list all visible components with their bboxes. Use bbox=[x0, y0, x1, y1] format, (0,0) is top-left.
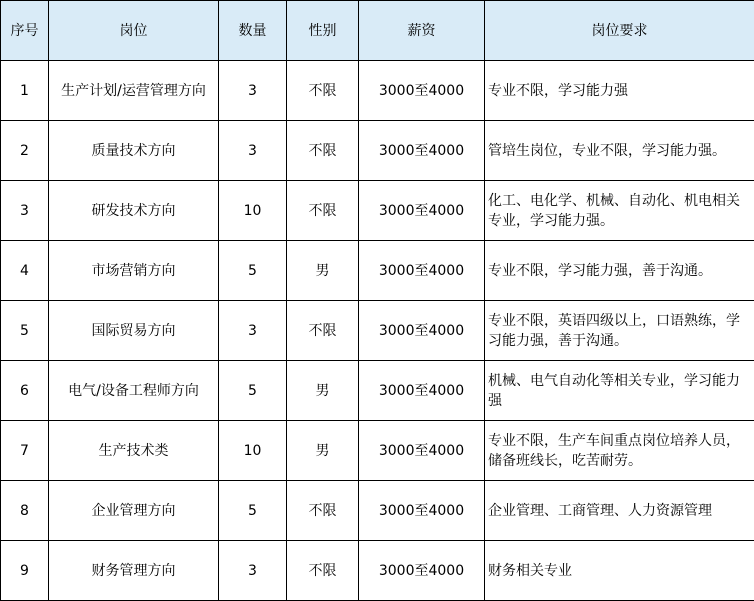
cell-index: 3 bbox=[1, 181, 49, 241]
cell-position: 市场营销方向 bbox=[49, 241, 219, 301]
cell-salary: 3000至4000 bbox=[359, 181, 485, 241]
cell-gender: 男 bbox=[287, 421, 359, 481]
table-row bbox=[1, 241, 754, 301]
cell-requirements: 专业不限，英语四级以上，口语熟练，学习能力强，善于沟通。 bbox=[485, 301, 754, 361]
cell-gender: 不限 bbox=[287, 301, 359, 361]
cell-position: 国际贸易方向 bbox=[49, 301, 219, 361]
cell-position: 研发技术方向 bbox=[49, 181, 219, 241]
cell-salary: 3000至4000 bbox=[359, 481, 485, 541]
cell-index: 5 bbox=[1, 301, 49, 361]
cell-requirements: 专业不限，学习能力强 bbox=[485, 61, 754, 121]
cell-requirements: 专业不限，生产车间重点岗位培养人员，储备班线长，吃苦耐劳。 bbox=[485, 421, 754, 481]
cell-quantity: 3 bbox=[219, 61, 287, 121]
cell-position: 生产计划/运营管理方向 bbox=[49, 61, 219, 121]
cell-gender: 不限 bbox=[287, 61, 359, 121]
cell-index: 2 bbox=[1, 121, 49, 181]
cell-requirements: 机械、电气自动化等相关专业，学习能力强 bbox=[485, 361, 754, 421]
cell-quantity: 5 bbox=[219, 481, 287, 541]
cell-position: 企业管理方向 bbox=[49, 481, 219, 541]
cell-quantity: 10 bbox=[219, 181, 287, 241]
cell-gender: 不限 bbox=[287, 541, 359, 601]
table-header-row bbox=[1, 1, 754, 61]
cell-requirements: 化工、电化学、机械、自动化、机电相关专业，学习能力强。 bbox=[485, 181, 754, 241]
table-row bbox=[1, 121, 754, 181]
cell-index: 4 bbox=[1, 241, 49, 301]
cell-requirements: 企业管理、工商管理、人力资源管理 bbox=[485, 481, 754, 541]
cell-quantity: 10 bbox=[219, 421, 287, 481]
table-row bbox=[1, 301, 754, 361]
cell-index: 8 bbox=[1, 481, 49, 541]
cell-salary: 3000至4000 bbox=[359, 301, 485, 361]
cell-gender: 男 bbox=[287, 241, 359, 301]
cell-salary: 3000至4000 bbox=[359, 241, 485, 301]
header-salary: 薪资 bbox=[359, 1, 485, 61]
cell-salary: 3000至4000 bbox=[359, 121, 485, 181]
cell-index: 1 bbox=[1, 61, 49, 121]
table-row bbox=[1, 181, 754, 241]
header-index: 序号 bbox=[1, 1, 49, 61]
cell-quantity: 5 bbox=[219, 241, 287, 301]
cell-index: 7 bbox=[1, 421, 49, 481]
cell-gender: 不限 bbox=[287, 181, 359, 241]
cell-salary: 3000至4000 bbox=[359, 421, 485, 481]
cell-position: 电气/设备工程师方向 bbox=[49, 361, 219, 421]
cell-quantity: 3 bbox=[219, 121, 287, 181]
table-row bbox=[1, 361, 754, 421]
cell-quantity: 3 bbox=[219, 301, 287, 361]
cell-gender: 男 bbox=[287, 361, 359, 421]
header-gender: 性别 bbox=[287, 1, 359, 61]
table-row bbox=[1, 61, 754, 121]
cell-requirements: 财务相关专业 bbox=[485, 541, 754, 601]
cell-gender: 不限 bbox=[287, 121, 359, 181]
cell-index: 6 bbox=[1, 361, 49, 421]
cell-salary: 3000至4000 bbox=[359, 541, 485, 601]
cell-salary: 3000至4000 bbox=[359, 61, 485, 121]
cell-quantity: 5 bbox=[219, 361, 287, 421]
cell-index: 9 bbox=[1, 541, 49, 601]
header-quantity: 数量 bbox=[219, 1, 287, 61]
table-row bbox=[1, 541, 754, 601]
header-requirements: 岗位要求 bbox=[485, 1, 754, 61]
header-position: 岗位 bbox=[49, 1, 219, 61]
cell-position: 生产技术类 bbox=[49, 421, 219, 481]
cell-requirements: 管培生岗位，专业不限，学习能力强。 bbox=[485, 121, 754, 181]
cell-gender: 不限 bbox=[287, 481, 359, 541]
cell-salary: 3000至4000 bbox=[359, 361, 485, 421]
cell-position: 财务管理方向 bbox=[49, 541, 219, 601]
cell-position: 质量技术方向 bbox=[49, 121, 219, 181]
table-row bbox=[1, 481, 754, 541]
cell-quantity: 3 bbox=[219, 541, 287, 601]
cell-requirements: 专业不限，学习能力强，善于沟通。 bbox=[485, 241, 754, 301]
table-row bbox=[1, 421, 754, 481]
